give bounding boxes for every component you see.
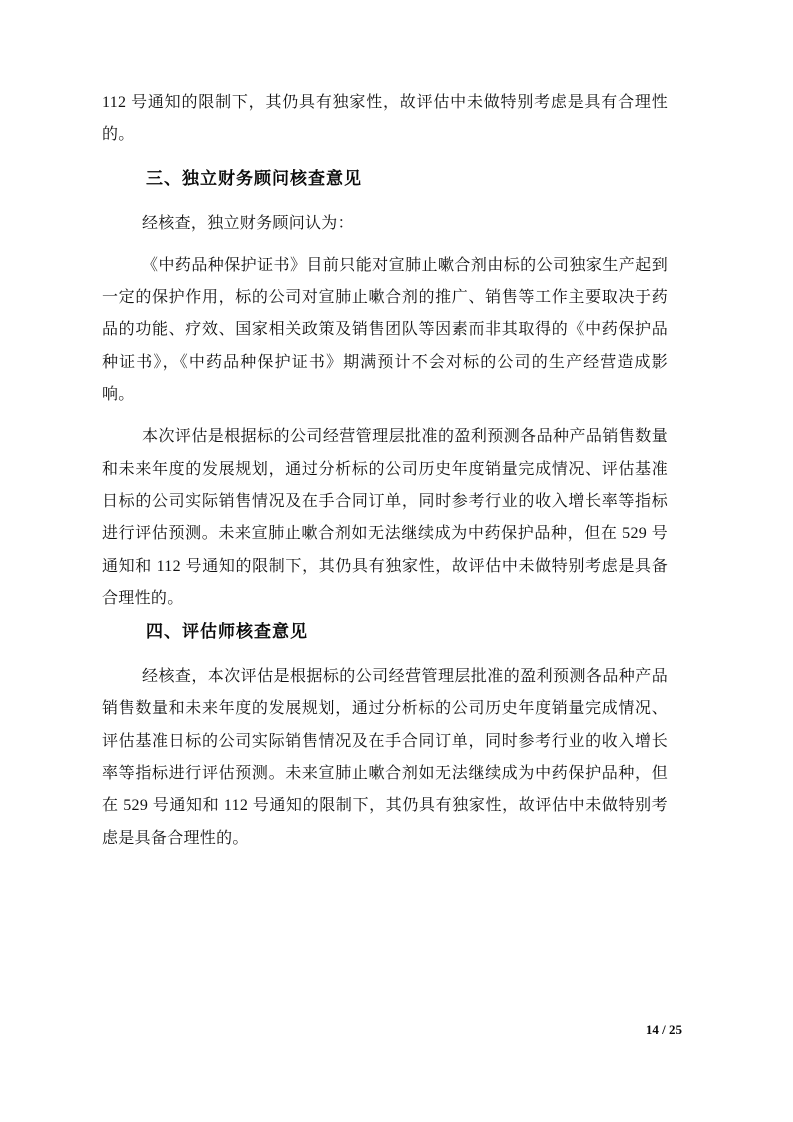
section-heading-appraiser-opinion: 四、评估师核查意见 bbox=[146, 622, 308, 642]
continuation-paragraph: 112 号通知的限制下，其仍具有独家性，故评估中未做特别考虑是具有合理性的。 bbox=[102, 94, 668, 144]
paragraph: 经核查，本次评估是根据标的公司经营管理层批准的盈利预测各品种产品销售数量和未来年度的发展规划，通过分析标的公司历史年度销量完成情况、评估基准日标的公司实际销售情况及在手合同订单，同时参考行业的收入增长率等指标进行评估预测。未来宣肺止嗽合剂如无法继续成为中药保护品种，但在 529 号通知和 112 号通知的限制下，其仍具有独家性，故评估中未做特别考虑是具备合理性的。 bbox=[102, 668, 668, 847]
section-heading-financial-advisor-opinion: 三、独立财务顾问核查意见 bbox=[146, 168, 362, 188]
paragraph: 《中药品种保护证书》目前只能对宣肺止嗽合剂由标的公司独家生产起到一定的保护作用，标的公司对宣肺止嗽合剂的推广、销售等工作主要取决于药品的功能、疗效、国家相关政策及销售团队等因素而非其取得的《中药保护品种证书》，《中药品种保护证书》期满预计不会对标的公司的生产经营造成影响。 bbox=[102, 256, 668, 404]
body-text bbox=[102, 87, 668, 855]
paragraph: 本次评估是根据标的公司经营管理层批准的盈利预测各品种产品销售数量和未来年度的发展规划，通过分析标的公司历史年度销量完成情况、评估基准日标的公司实际销售情况及在手合同订单，同时参考行业的收入增长率等指标进行评估预测。未来宣肺止嗽合剂如无法继续成为中药保护品种，但在 529 号通知和 112 号通知的限制下，其仍具有独家性，故评估中未做特别考虑是具备合理性的。 bbox=[102, 428, 668, 607]
page-number: 14 / 25 bbox=[645, 1022, 682, 1037]
paragraph: 经核查，独立财务顾问认为： bbox=[142, 214, 354, 232]
